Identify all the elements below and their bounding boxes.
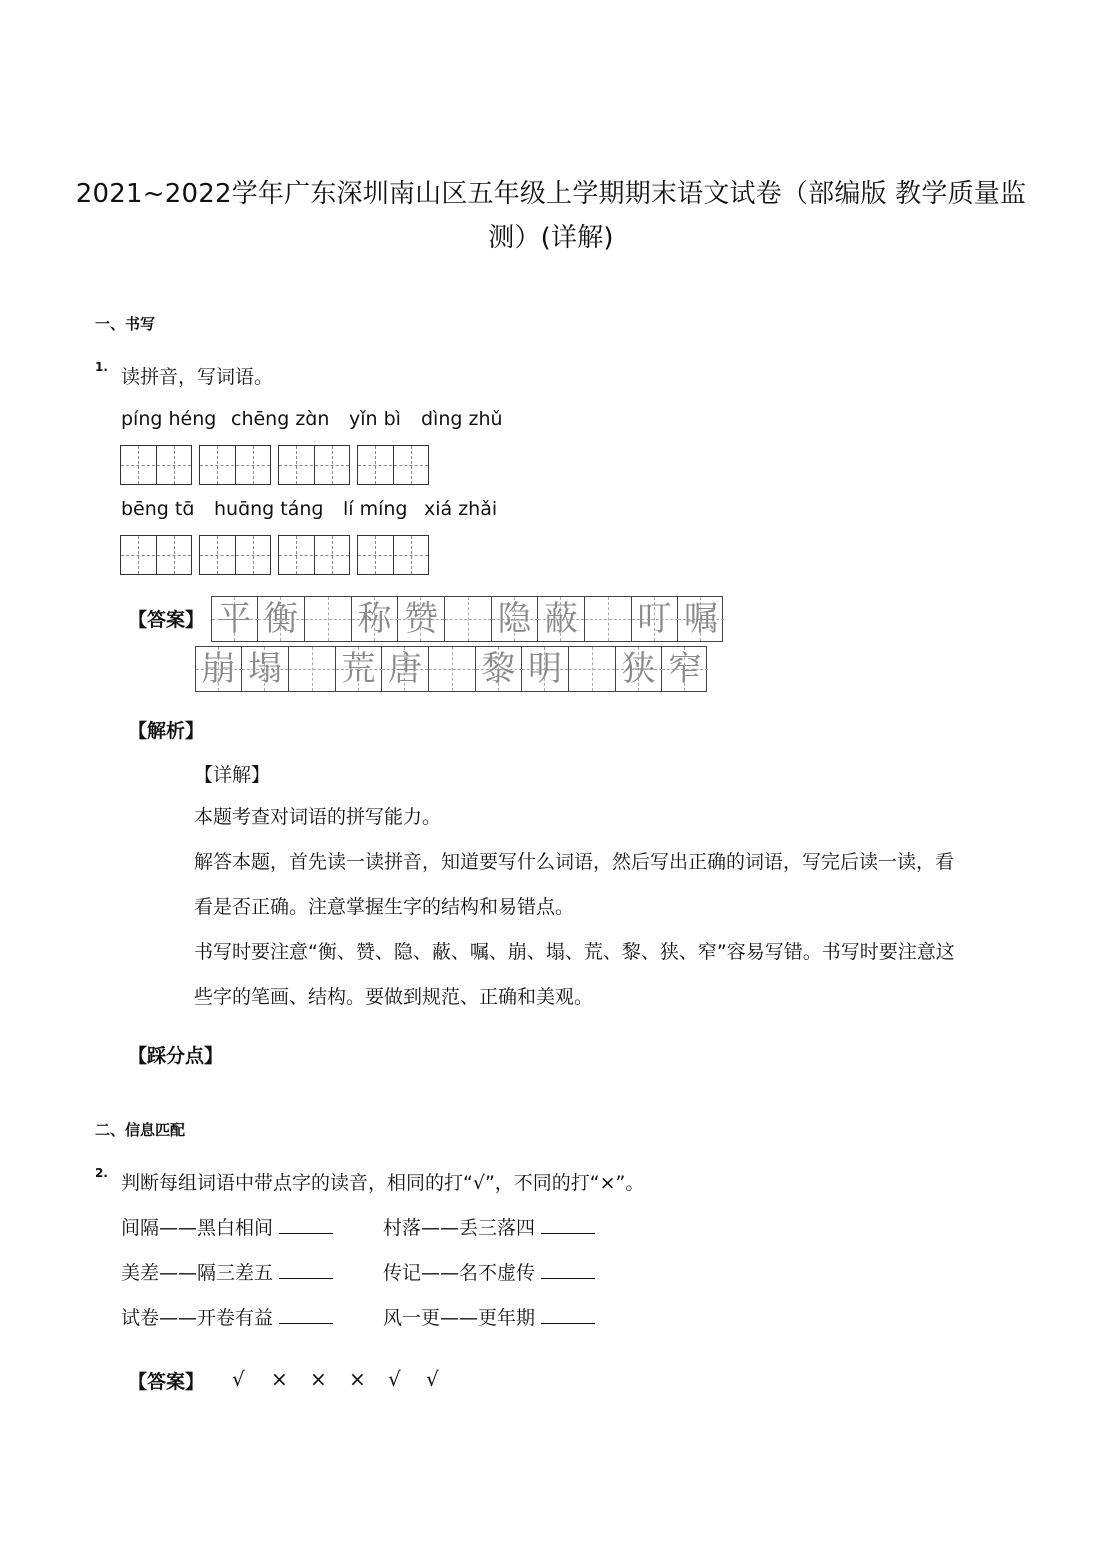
answer-char: 唐 bbox=[388, 649, 422, 689]
analysis-paragraph-2-line-2: 看是否正确。注意掌握生字的结构和易错点。 bbox=[194, 896, 575, 918]
answer-blank[interactable] bbox=[541, 1217, 595, 1234]
analysis-paragraph-3-line-2: 些字的笔画、结构。要做到规范、正确和美观。 bbox=[194, 986, 594, 1008]
writing-box[interactable] bbox=[357, 445, 429, 485]
answer-blank[interactable] bbox=[541, 1262, 595, 1279]
pinyin-item: yǐn bì bbox=[349, 408, 401, 430]
answer-char: 衡 bbox=[264, 599, 298, 639]
answer-char: 窄 bbox=[668, 649, 702, 689]
match-text: 传记——名不虚传 bbox=[383, 1262, 536, 1284]
question-number-1: 1. bbox=[95, 360, 108, 374]
answer-mark: × bbox=[271, 1367, 288, 1391]
writing-box[interactable] bbox=[357, 535, 429, 575]
answer-char: 叮 bbox=[637, 599, 672, 639]
section-heading-matching: 二、信息匹配 bbox=[95, 1121, 186, 1139]
answer-char: 崩 bbox=[201, 649, 236, 689]
question-2-prompt: 判断每组词语中带点字的读音，相同的打“√”，不同的打“×”。 bbox=[121, 1172, 645, 1194]
answer-mark: √ bbox=[388, 1367, 401, 1391]
answer-char: 嘱 bbox=[684, 599, 718, 639]
pinyin-row-1 bbox=[121, 408, 541, 434]
match-text: 间隔——黑白相间 bbox=[121, 1217, 274, 1239]
answer-label-1: 【答案】 bbox=[128, 609, 205, 631]
pinyin-row-2 bbox=[121, 498, 541, 524]
answer-char: 黎 bbox=[481, 649, 516, 689]
answer-grid-row-1 bbox=[211, 596, 723, 642]
answer-char: 称 bbox=[357, 599, 392, 639]
question-1-prompt: 读拼音，写词语。 bbox=[121, 366, 274, 388]
pinyin-item: huɑ̄ng tánɡ bbox=[214, 498, 324, 520]
analysis-paragraph-3-line-1: 书写时要注意“衡、赞、隐、蔽、嘱、崩、塌、荒、黎、狭、窄”容易写错。书写时要注意这 bbox=[194, 941, 955, 963]
pinyin-item: dìng zhǔ bbox=[421, 408, 503, 430]
answer-char: 蔽 bbox=[544, 599, 578, 639]
pinyin-item: chēng zɑ̀n bbox=[231, 408, 330, 430]
answer-char: 狭 bbox=[621, 649, 656, 689]
answer-char: 平 bbox=[217, 599, 252, 639]
document-title: 2021~2022学年广东深圳南山区五年级上学期期末语文试卷（部编版 教学质量监测）(详解) bbox=[75, 179, 1027, 253]
answer-word-box bbox=[351, 596, 445, 642]
answer-word-box bbox=[631, 596, 723, 642]
answer-word-box bbox=[615, 646, 707, 692]
writing-box[interactable] bbox=[278, 535, 350, 575]
match-text: 风一更——更年期 bbox=[383, 1307, 536, 1329]
answer-marks bbox=[232, 1367, 452, 1393]
answer-word-box bbox=[335, 646, 429, 692]
analysis-paragraph-2-line-1: 解答本题，首先读一读拼音，知道要写什么词语，然后写出正确的词语，写完后读一读，看 bbox=[194, 851, 955, 873]
writing-box[interactable] bbox=[120, 445, 192, 485]
answer-char: 赞 bbox=[404, 599, 438, 639]
answer-word-box bbox=[475, 646, 569, 692]
analysis-label: 【解析】 bbox=[128, 720, 205, 742]
answer-blank[interactable] bbox=[541, 1307, 595, 1324]
writing-grid-row-1 bbox=[120, 445, 440, 485]
writing-grid-row-2 bbox=[120, 535, 440, 575]
writing-box[interactable] bbox=[199, 445, 271, 485]
pinyin-item: píng héng bbox=[121, 408, 217, 430]
answer-word-box bbox=[491, 596, 585, 642]
answer-blank[interactable] bbox=[279, 1307, 333, 1324]
answer-mark: √ bbox=[426, 1367, 439, 1391]
answer-word-box bbox=[195, 646, 289, 692]
answer-mark: × bbox=[349, 1367, 366, 1391]
match-text: 美差——隔三差五 bbox=[121, 1262, 274, 1284]
answer-blank[interactable] bbox=[279, 1262, 333, 1279]
answer-mark: × bbox=[310, 1367, 327, 1391]
match-item-5 bbox=[121, 1303, 333, 1330]
question-number-2: 2. bbox=[95, 1166, 108, 1180]
section-heading-writing: 一、书写 bbox=[95, 315, 156, 333]
detail-label: 【详解】 bbox=[194, 764, 271, 786]
answer-label-2: 【答案】 bbox=[128, 1371, 205, 1393]
match-item-1 bbox=[121, 1213, 333, 1240]
match-text: 村落——丢三落四 bbox=[383, 1217, 536, 1239]
match-item-4 bbox=[383, 1258, 595, 1285]
analysis-paragraph-1: 本题考查对词语的拼写能力。 bbox=[194, 806, 442, 828]
writing-box[interactable] bbox=[278, 445, 350, 485]
answer-word-box bbox=[211, 596, 305, 642]
score-points-label: 【踩分点】 bbox=[128, 1045, 224, 1067]
pinyin-item: xiá zhǎi bbox=[424, 498, 498, 520]
answer-char: 隐 bbox=[497, 599, 532, 639]
answer-mark: √ bbox=[232, 1367, 245, 1391]
answer-char: 明 bbox=[528, 649, 562, 689]
match-text: 试卷——开卷有益 bbox=[121, 1307, 274, 1329]
answer-blank[interactable] bbox=[279, 1217, 333, 1234]
pinyin-item: bēng tɑ̄ bbox=[121, 498, 195, 520]
answer-grid-row-2 bbox=[195, 646, 707, 692]
match-item-3 bbox=[121, 1258, 333, 1285]
writing-box[interactable] bbox=[120, 535, 192, 575]
writing-box[interactable] bbox=[199, 535, 271, 575]
answer-char: 塌 bbox=[248, 649, 282, 689]
answer-char: 荒 bbox=[341, 649, 376, 689]
pinyin-item: lí míng bbox=[343, 498, 408, 520]
match-item-2 bbox=[383, 1213, 595, 1240]
match-item-6 bbox=[383, 1303, 595, 1330]
